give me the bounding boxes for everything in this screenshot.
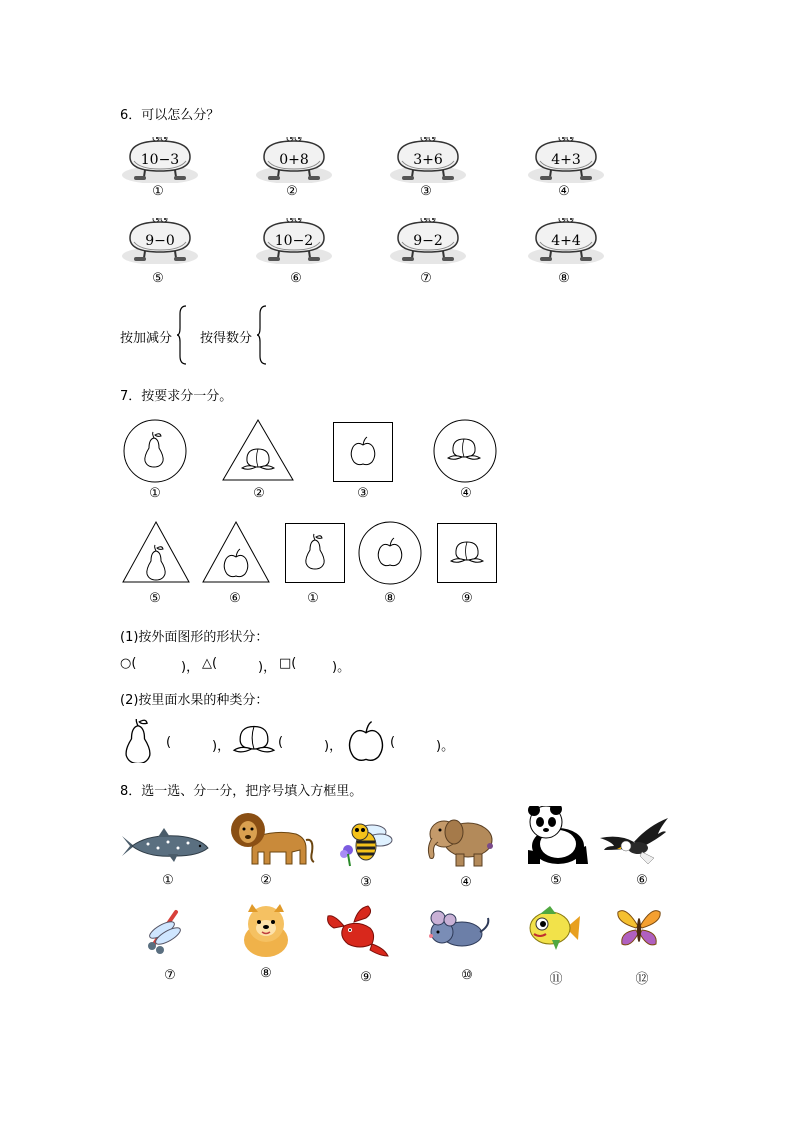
shape-number: ④: [460, 486, 472, 501]
by-operation-label: 按加减分: [120, 331, 173, 346]
lion-icon: [228, 808, 316, 868]
card-expression: 4+3: [551, 152, 581, 168]
bee-icon: [336, 818, 394, 868]
expression-card-6: [254, 218, 334, 264]
dog-icon: [236, 902, 296, 958]
shape-number: ⑧: [384, 591, 396, 606]
animal-number: ⑨: [360, 970, 372, 985]
card-expression: 10−3: [140, 152, 180, 168]
apple-icon: [346, 720, 386, 762]
eagle-icon: [598, 816, 670, 868]
triangle-answer-blank[interactable]: [222, 656, 254, 672]
animal-number: ⑤: [550, 873, 562, 888]
q6-title: 6．可以怎么分？: [120, 108, 220, 123]
blank-close: )，: [181, 660, 200, 675]
card-expression: 3+6: [413, 152, 443, 168]
animal-number: ⑪: [549, 972, 563, 987]
shape-circle-apple: [358, 521, 422, 585]
by-result-label: 按得数分: [200, 331, 253, 346]
mouse-icon: [428, 908, 490, 950]
blank-close: )。: [332, 660, 351, 675]
shape-triangle-peach: [222, 419, 294, 481]
q8-title: 8．选一选、分一分，把序号填入方框里。: [120, 784, 363, 799]
blank-close: )，: [258, 660, 277, 675]
peach-icon: [232, 722, 276, 758]
expression-card-5: [120, 218, 200, 264]
shape-square-pear: [285, 523, 345, 583]
pear-icon: [124, 719, 156, 763]
q7-sub1: (1)按外面图形的形状分：: [120, 630, 269, 645]
animal-number: ②: [260, 873, 272, 888]
shape-circle-pear: [123, 419, 187, 483]
animal-number: ⑧: [260, 966, 272, 981]
elephant-icon: [424, 814, 496, 868]
blank-close: )，: [212, 739, 231, 754]
card-expression: 4+4: [551, 233, 581, 249]
left-brace-icon: [176, 304, 188, 366]
card-number: ⑦: [420, 271, 432, 286]
card-expression: 0+8: [279, 152, 309, 168]
card-number: ①: [152, 184, 164, 199]
left-brace-icon: [256, 304, 268, 366]
butterfly-icon: [616, 904, 662, 952]
shape-circle-peach: [433, 419, 497, 483]
q7-sub2: (2)按里面水果的种类分：: [120, 693, 269, 708]
card-number: ④: [558, 184, 570, 199]
expression-card-2: [254, 137, 334, 183]
peach-blank-open: (: [278, 735, 284, 750]
shape-number: ②: [253, 486, 265, 501]
animal-number: ⑫: [635, 972, 649, 987]
card-number: ⑥: [290, 271, 302, 286]
card-expression: 10−2: [274, 233, 314, 249]
shape-square-peach: [437, 523, 497, 583]
circle-blank-open: ○(: [120, 656, 137, 671]
animal-number: ⑦: [164, 968, 176, 983]
lobster-icon: [324, 904, 390, 958]
square-answer-blank[interactable]: [297, 656, 329, 672]
shape-number: ⑨: [461, 591, 473, 606]
expression-card-1: [120, 137, 200, 183]
apple-blank-open: (: [390, 735, 396, 750]
animal-number: ③: [360, 875, 372, 890]
shape-number: ③: [357, 486, 369, 501]
apple-answer-blank[interactable]: [398, 735, 434, 751]
circle-answer-blank[interactable]: [150, 656, 180, 672]
pear-answer-blank[interactable]: [174, 735, 210, 751]
animal-number: ①: [162, 873, 174, 888]
shark-icon: [118, 826, 210, 866]
card-number: ⑧: [558, 271, 570, 286]
pear-blank-open: (: [166, 735, 172, 750]
shape-square-apple: [333, 422, 393, 482]
card-number: ②: [286, 184, 298, 199]
shape-number: ①: [307, 591, 319, 606]
q7-title: 7．按要求分一分。: [120, 389, 233, 404]
fish-icon: [526, 906, 582, 952]
expression-card-3: [388, 137, 468, 183]
peach-answer-blank[interactable]: [286, 735, 322, 751]
card-number: ③: [420, 184, 432, 199]
blank-close: )。: [436, 739, 455, 754]
animal-number: ④: [460, 875, 472, 890]
expression-card-4: [526, 137, 606, 183]
shape-number: ①: [149, 486, 161, 501]
expression-card-7: [388, 218, 468, 264]
animal-number: ⑩: [461, 968, 473, 983]
expression-card-8: [526, 218, 606, 264]
square-blank-open: □(: [279, 656, 297, 671]
shape-triangle-apple: [202, 521, 270, 583]
shape-number: ⑤: [149, 591, 161, 606]
animal-number: ⑥: [636, 873, 648, 888]
shape-number: ⑥: [229, 591, 241, 606]
panda-icon: [520, 806, 592, 866]
shape-triangle-pear: [122, 521, 190, 583]
dragonfly-icon: [138, 908, 186, 954]
card-expression: 9−0: [145, 233, 175, 249]
card-number: ⑤: [152, 271, 164, 286]
blank-close: )，: [324, 739, 343, 754]
triangle-blank-open: △(: [202, 656, 218, 671]
card-expression: 9−2: [413, 233, 443, 249]
